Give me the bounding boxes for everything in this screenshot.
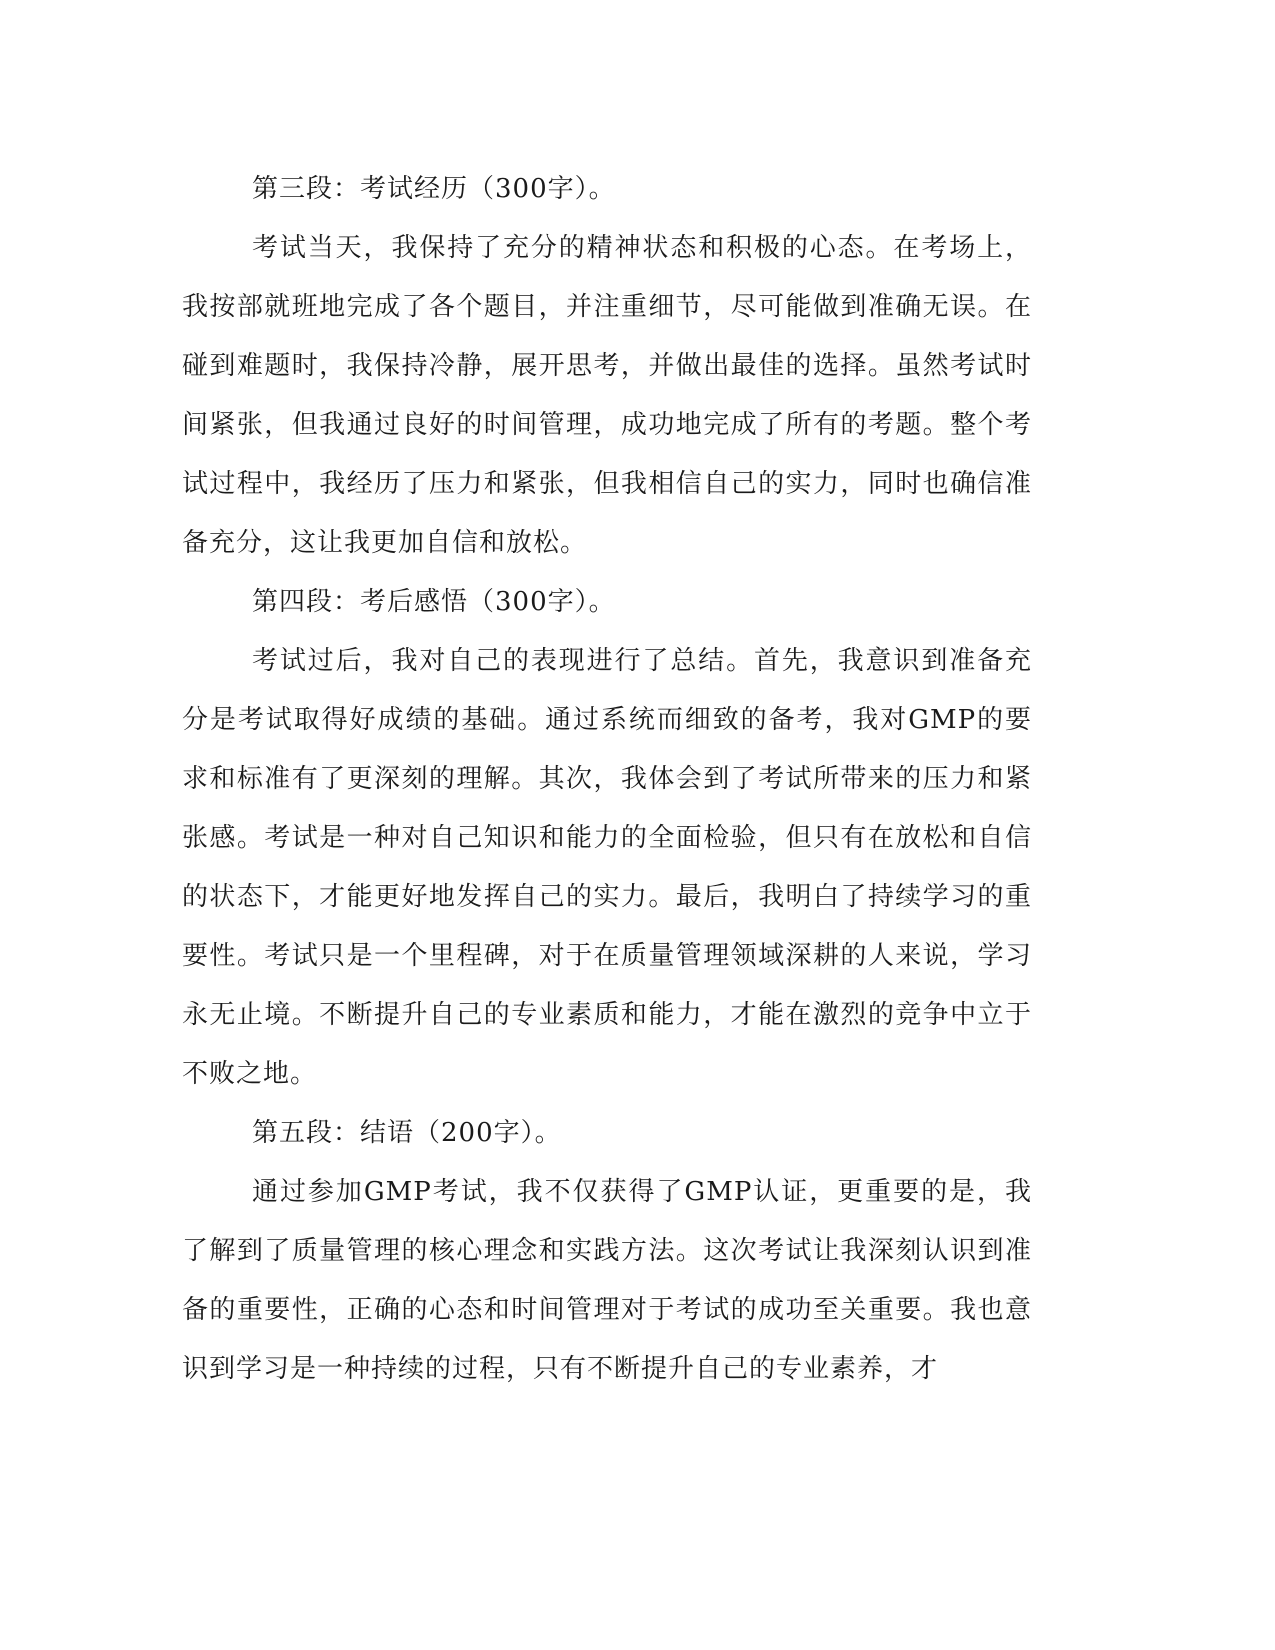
section-heading-4: 第四段：考后感悟（300字）。	[252, 587, 616, 617]
document-body	[182, 160, 1032, 1399]
paragraph-reflection: 考试过后，我对自己的表现进行了总结。首先，我意识到准备充分是考试取得好成绩的基础。通过系统而细致的备考，我对GMP的要求和标准有了更深刻的理解。其次，我体会到了考试所带来的压力和紧张感。考试是一种对自己知识和能力的全面检验，但只有在放松和自信的状态下，才能更好地发挥自己的实力。最后，我明白了持续学习的重要性。考试只是一个里程碑，对于在质量管理领域深耕的人来说，学习永无止境。不断提升自己的专业素质和能力，才能在激烈的竞争中立于不败之地。	[182, 646, 1032, 1089]
paragraph-exam-experience: 考试当天，我保持了充分的精神状态和积极的心态。在考场上，我按部就班地完成了各个题目，并注重细节，尽可能做到准确无误。在碰到难题时，我保持冷静，展开思考，并做出最佳的选择。虽然考试时间紧张，但我通过良好的时间管理，成功地完成了所有的考题。整个考试过程中，我经历了压力和紧张，但我相信自己的实力，同时也确信准备充分，这让我更加自信和放松。	[182, 233, 1032, 558]
section-heading-3: 第三段：考试经历（300字）。	[252, 174, 616, 204]
paragraph-conclusion: 通过参加GMP考试，我不仅获得了GMP认证，更重要的是，我了解到了质量管理的核心理念和实践方法。这次考试让我深刻认识到准备的重要性，正确的心态和时间管理对于考试的成功至关重要。我也意识到学习是一种持续的过程，只有不断提升自己的专业素养，才	[182, 1177, 1032, 1384]
section-heading-5: 第五段：结语（200字）。	[252, 1118, 562, 1148]
